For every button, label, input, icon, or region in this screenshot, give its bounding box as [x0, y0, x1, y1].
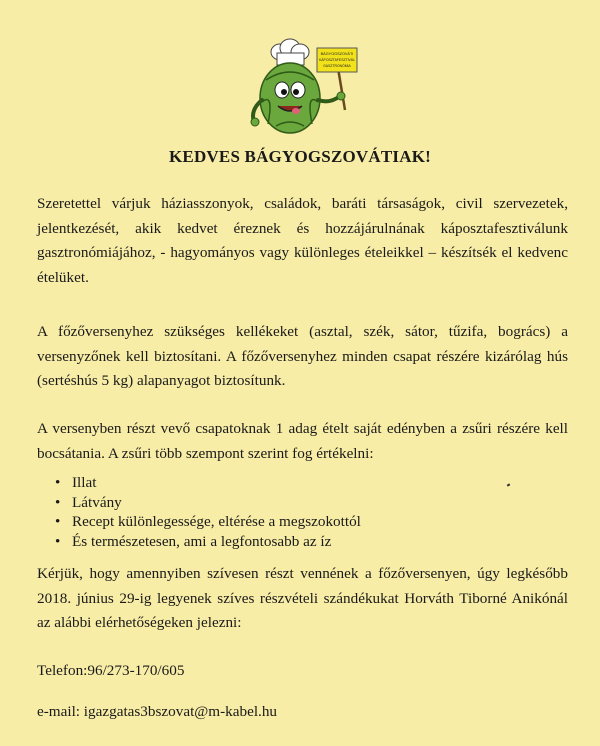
list-item: • Recept különlegessége, eltérése a megszokottól: [55, 512, 361, 532]
page-title: KEDVES BÁGYOGSZOVÁTIAK!: [168, 147, 431, 166]
intro-paragraph: Szeretettel várjuk háziasszonyok, családok, baráti társaságok, civil szervezetek, jelentkezését, akik kedvet éreznek és hozzájárulnának káposztafesztiválunk gasztronómiájához, - hagyományos vagy különleges ételeikkel – készítsék el kedvenc ételüket.: [37, 195, 568, 286]
email-contact[interactable]: e-mail: igazgatas3bszovat@m-kabel.hu: [37, 703, 278, 720]
registration-paragraph: Kérjük, hogy amennyiben szívesen részt vennének a főzőversenyen, úgy legkésőbb 2018. június 29-ig legyenek szíves részvételi szándékukat Horváth Tiborné Anikónál az alábbi elérhetőségeken jelezni:: [37, 565, 568, 631]
equipment-paragraph: A főzőversenyhez szükséges kellékeket (asztal, szék, sátor, tűzifa, bogrács) a versenyzőnek kell biztosítani. A főzőversenyhez minden csapat részére kizárólag hús (sertéshús 5 kg) alapanyagot biztosítunk.: [37, 323, 568, 389]
list-item: • Látvány: [55, 493, 361, 513]
cabbage-chef-mascot-icon: [244, 38, 364, 140]
jury-paragraph: A versenyben részt vevő csapatoknak 1 adag ételt saját edényben a zsűri részére kell bocsátania. A zsűri több szempont szerint fog értékelni:: [37, 420, 568, 462]
phone-contact: Telefon:96/273-170/605: [37, 662, 185, 679]
sign-text-2: KÁPOSZTAFESZTIVÁL: [319, 58, 355, 62]
criteria-list: [55, 473, 361, 551]
scan-speck: [507, 483, 511, 486]
sign-text-3: GASZTRONÓMIA: [323, 64, 351, 68]
list-item: • És természetesen, ami a legfontosabb az íz: [55, 532, 361, 552]
list-item: • Illat: [55, 473, 361, 493]
sign-text-1: BÁGYOGSZOVÁTI: [320, 52, 354, 56]
